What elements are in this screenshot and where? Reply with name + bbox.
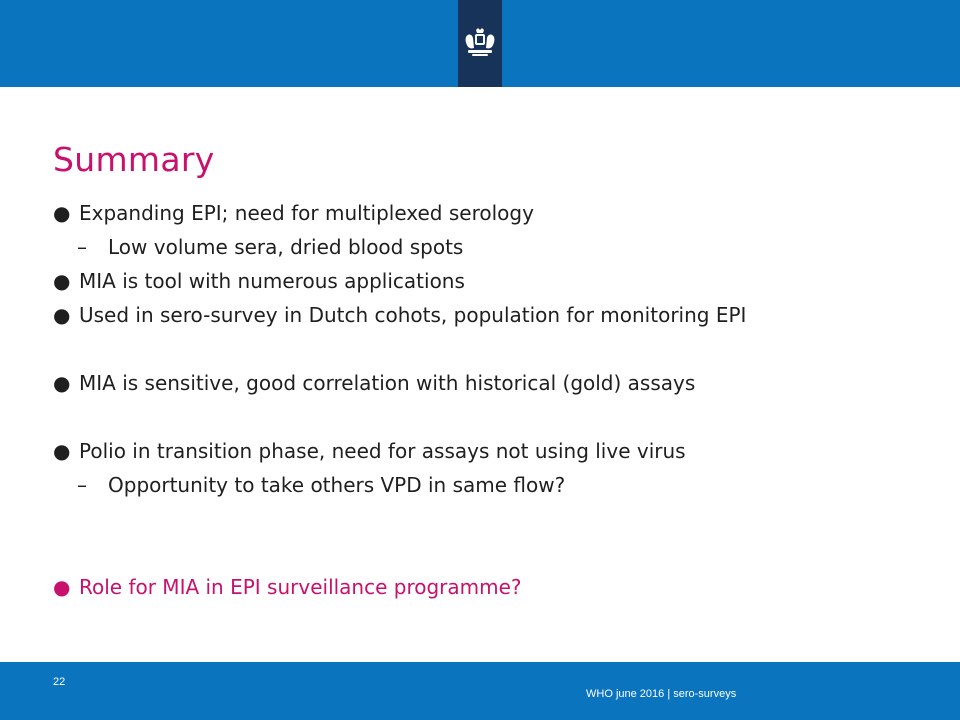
bullet-marker: ● <box>53 371 71 395</box>
spacer <box>53 332 933 366</box>
footer-caption: WHO june 2016 | sero-surveys <box>586 688 737 700</box>
sub-bullet-item <box>53 230 933 264</box>
bullet-item <box>53 366 933 400</box>
bullet-item <box>53 434 933 468</box>
bullet-marker: ● <box>53 439 71 463</box>
bullet-text: Polio in transition phase, need for assays not using live virus <box>79 439 686 463</box>
bullet-text: MIA is tool with numerous applications <box>79 269 465 293</box>
bullet-item <box>53 196 933 230</box>
bullet-marker: ● <box>53 269 71 293</box>
coat-of-arms-icon <box>462 28 498 60</box>
highlight-bullet-item <box>53 570 933 604</box>
sub-bullet-marker: – <box>77 473 87 497</box>
bullet-item <box>53 298 933 332</box>
bullet-marker: ● <box>53 575 71 599</box>
bullet-item <box>53 264 933 298</box>
bullet-marker: ● <box>53 303 71 327</box>
sub-bullet-text: Opportunity to take others VPD in same flow? <box>108 473 566 497</box>
spacer <box>53 502 933 570</box>
bullet-text: MIA is sensitive, good correlation with historical (gold) assays <box>79 371 696 395</box>
logo-tab <box>458 0 502 87</box>
footer-band <box>0 662 960 720</box>
bullet-marker: ● <box>53 201 71 225</box>
slide-title: Summary <box>53 140 215 179</box>
sub-bullet-marker: – <box>77 235 87 259</box>
sub-bullet-text: Low volume sera, dried blood spots <box>108 235 464 259</box>
page-number: 22 <box>53 676 66 688</box>
sub-bullet-item <box>53 468 933 502</box>
bullet-text: Used in sero-survey in Dutch cohots, population for monitoring EPI <box>79 303 747 327</box>
bullet-text: Expanding EPI; need for multiplexed serology <box>79 201 534 225</box>
spacer <box>53 400 933 434</box>
bullet-text: Role for MIA in EPI surveillance programme? <box>79 575 522 599</box>
bullet-list <box>53 196 933 604</box>
